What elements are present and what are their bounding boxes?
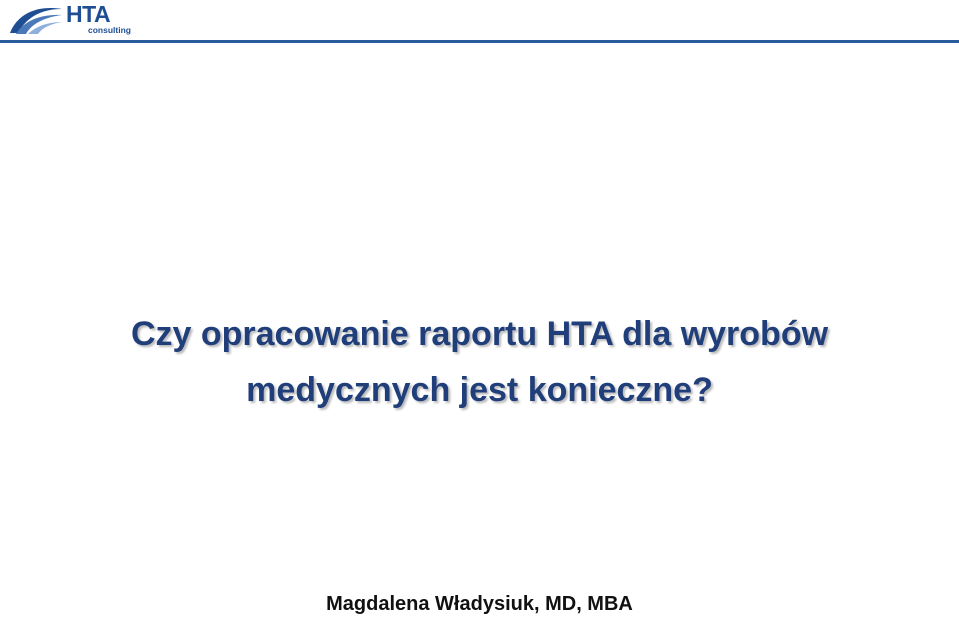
title-line-2: medycznych jest konieczne? xyxy=(246,371,713,409)
hta-consulting-logo xyxy=(8,1,131,37)
slide-header xyxy=(0,0,959,44)
logo-text: HTA xyxy=(66,1,111,27)
header-divider xyxy=(0,40,959,43)
logo-swoosh-icon xyxy=(8,3,64,37)
author-name: Magdalena Władysiuk, MD, MBA xyxy=(326,593,633,615)
slide-title xyxy=(40,306,919,418)
title-line-1: Czy opracowanie raportu HTA dla wyrobów xyxy=(130,315,829,353)
logo-subtext: consulting xyxy=(88,25,131,35)
